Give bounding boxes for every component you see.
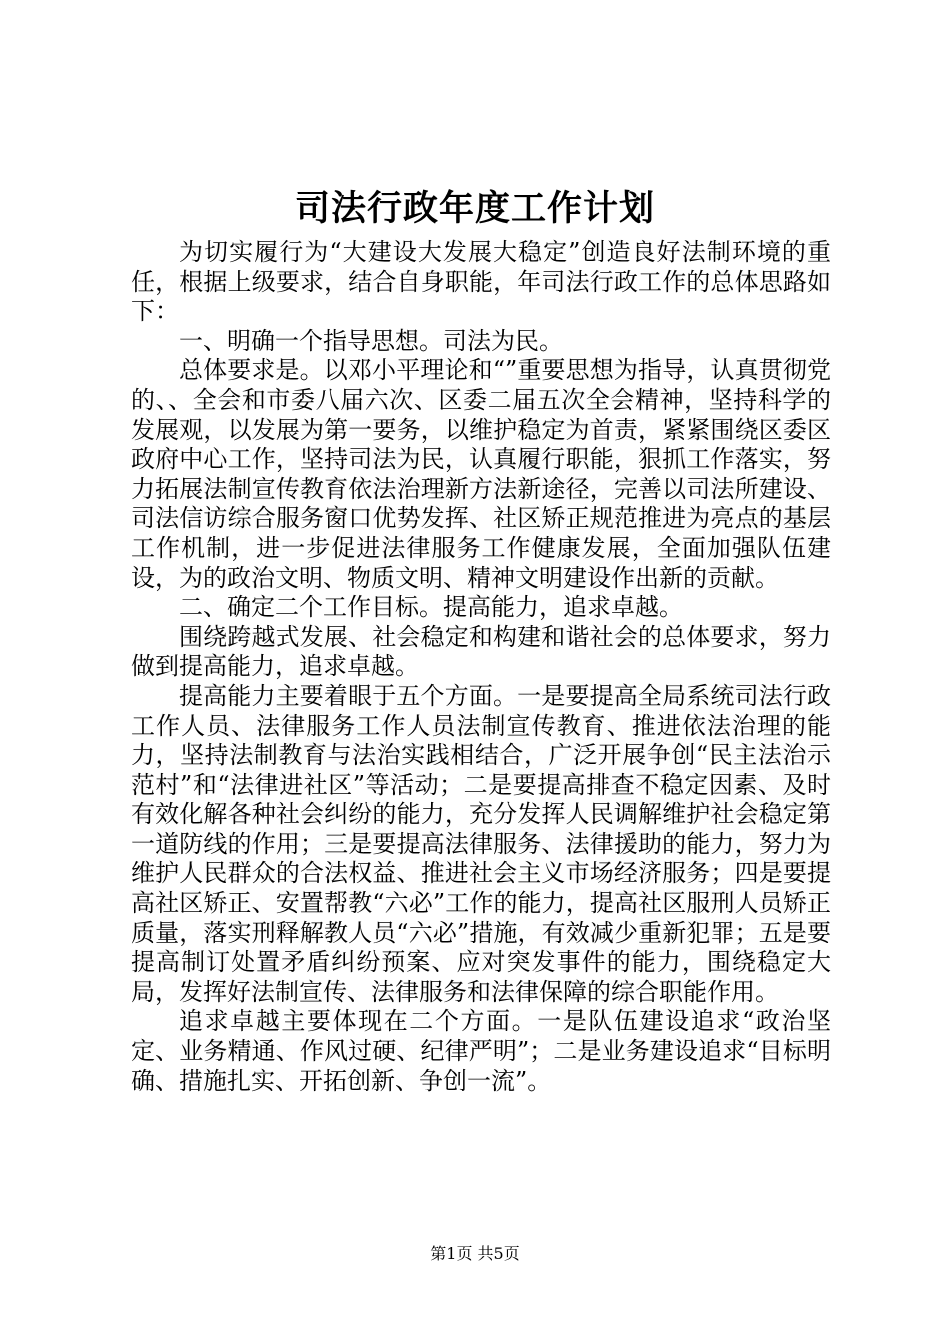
- paragraph-requirements: 总体要求是。以邓小平理论和“”重要思想为指导，认真贯彻党的、、全会和市委八届六次、区委二届五次全会精神，坚持科学的发展观，以发展为第一要务，以维护稳定为首责，紧紧围绕区委区政府中心工作，坚持司法为民，认真履行职能，狠抓工作落实，努力拓展法制宣传教育依法治理新方法新途径，完善以司法所建设、司法信访综合服务窗口优势发挥、社区矫正规范推进为亮点的基层工作机制，进一步促进法律服务工作健康发展，全面加强队伍建设，为的政治文明、物质文明、精神文明建设作出新的贡献。: [131, 356, 831, 592]
- document-title: 司法行政年度工作计划: [294, 188, 655, 229]
- paragraph-intro: 为切实履行为“大建设大发展大稳定”创造良好法制环境的重任，根据上级要求，结合自身职能，年司法行政工作的总体思路如下：: [131, 238, 831, 326]
- paragraph-heading-1: 一、明确一个指导思想。司法为民。: [179, 326, 563, 355]
- paragraph-abilities: 提高能力主要着眼于五个方面。一是要提高全局系统司法行政工作人员、法律服务工作人员法制宣传教育、推进依法治理的能力，坚持法制教育与法治实践相结合，广泛开展争创“民主法治示范村”和“法律进社区”等活动；二是要提高排查不稳定因素、及时有效化解各种社会纠纷的能力，充分发挥人民调解维护社会稳定第一道防线的作用；三是要提高法律服务、法律援助的能力，努力为维护人民群众的合法权益、推进社会主义市场经济服务；四是要提高社区矫正、安置帮教“六必”工作的能力，提高社区服刑人员矫正质量，落实刑释解教人员“六必”措施，有效减少重新犯罪；五是要提高制订处置矛盾纠纷预案、应对突发事件的能力，围绕稳定大局，发挥好法制宣传、法律服务和法律保障的综合职能作用。: [131, 681, 831, 1006]
- page-footer: 第1页 共5页: [430, 1244, 520, 1263]
- paragraph-goals: 围绕跨越式发展、社会稳定和构建和谐社会的总体要求，努力做到提高能力，追求卓越。: [131, 622, 831, 681]
- paragraph-heading-2: 二、确定二个工作目标。提高能力，追求卓越。: [179, 593, 683, 622]
- paragraph-excellence: 追求卓越主要体现在二个方面。一是队伍建设追求“政治坚定、业务精通、作风过硬、纪律严明”；二是业务建设追求“目标明确、措施扎实、开拓创新、争创一流”。: [131, 1007, 831, 1095]
- document-body: [131, 238, 831, 1096]
